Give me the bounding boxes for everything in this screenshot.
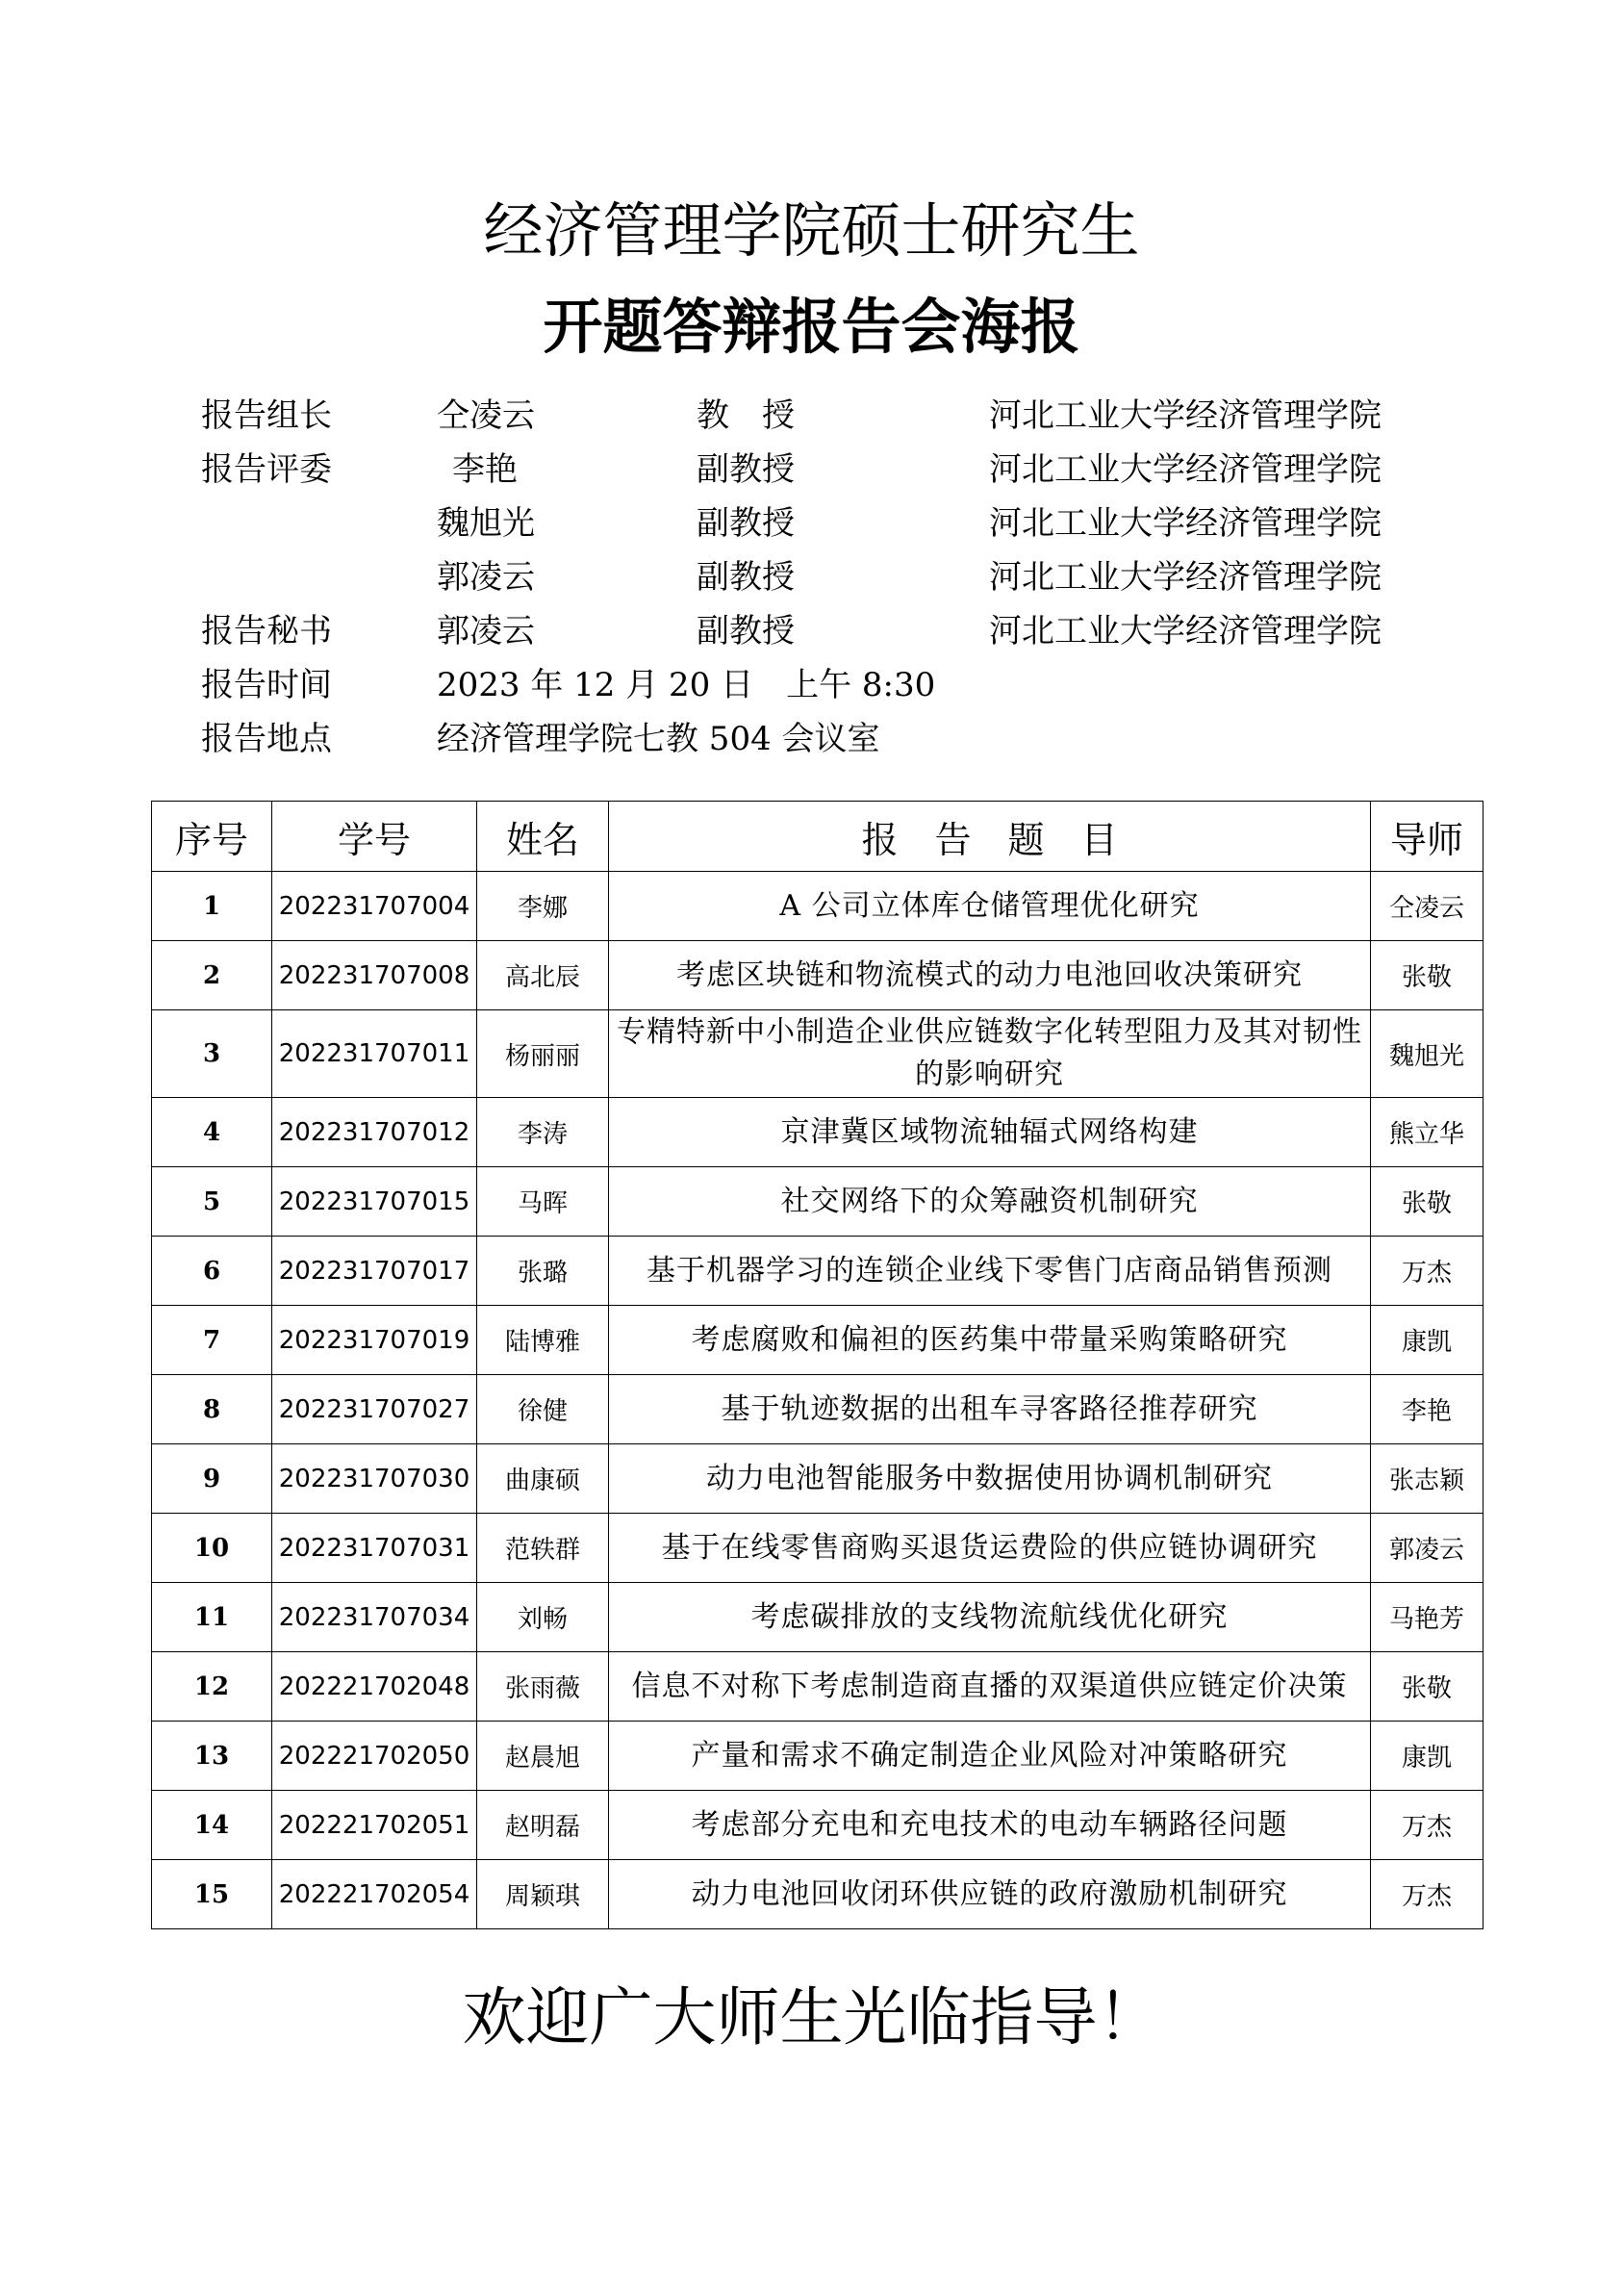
row-topic: A 公司立体库仓储管理优化研究 [609,872,1371,941]
row-student-id: 202221702050 [272,1722,477,1791]
row-seq: 6 [152,1237,272,1306]
row-name: 徐健 [477,1375,609,1444]
time-value: 2023 年 12 月 20 日 上午 8:30 [437,666,936,704]
table-row [152,1860,1484,1929]
leader-role: 报告组长 [201,396,332,435]
row-topic: 动力电池回收闭环供应链的政府激励机制研究 [609,1860,1371,1929]
reviewer-name: 李艳 [452,450,518,489]
row-topic: 产量和需求不确定制造企业风险对冲策略研究 [609,1722,1371,1791]
row-topic: 考虑区块链和物流模式的动力电池回收决策研究 [609,941,1371,1010]
table-row [152,1444,1484,1514]
row-student-id: 202231707012 [272,1098,477,1167]
row-seq: 15 [152,1860,272,1929]
row-advisor: 熊立华 [1371,1098,1484,1167]
row-name: 刘畅 [477,1583,609,1652]
row-student-id: 202231707030 [272,1444,477,1514]
row-name: 赵明磊 [477,1791,609,1860]
reviewer-name: 郭凌云 [437,558,535,597]
row-topic: 基于在线零售商购买退货运费险的供应链协调研究 [609,1514,1371,1583]
row-student-id: 202221702048 [272,1652,477,1722]
header-advisor: 导师 [1371,802,1484,872]
leader-title: 教 授 [697,396,795,435]
row-advisor: 万杰 [1371,1237,1484,1306]
row-name: 范轶群 [477,1514,609,1583]
secretary-name: 郭凌云 [437,612,535,651]
row-seq: 9 [152,1444,272,1514]
info-row-leader [0,389,1623,443]
row-name: 高北辰 [477,941,609,1010]
row-name: 李涛 [477,1098,609,1167]
row-name: 马晖 [477,1167,609,1237]
row-student-id: 202221702054 [272,1860,477,1929]
welcome-message: 欢迎广大师生光临指导！ [462,1980,1161,2054]
row-topic: 专精特新中小制造企业供应链数字化转型阻力及其对韧性的影响研究 [609,1010,1371,1098]
row-advisor: 张志颖 [1371,1444,1484,1514]
row-seq: 14 [152,1791,272,1860]
table-row [152,872,1484,941]
row-topic: 基于轨迹数据的出租车寻客路径推荐研究 [609,1375,1371,1444]
row-student-id: 202231707015 [272,1167,477,1237]
reviewer-title: 副教授 [697,450,795,489]
leader-org: 河北工业大学经济管理学院 [989,396,1382,435]
row-advisor: 康凯 [1371,1306,1484,1375]
row-student-id: 202231707034 [272,1583,477,1652]
header-seq: 序号 [152,802,272,872]
reviewer-title: 副教授 [697,558,795,597]
info-row-secretary [0,604,1623,658]
row-topic: 考虑部分充电和充电技术的电动车辆路径问题 [609,1791,1371,1860]
header-name: 姓名 [477,802,609,872]
row-seq: 10 [152,1514,272,1583]
row-advisor: 仝凌云 [1371,872,1484,941]
row-advisor: 张敬 [1371,1652,1484,1722]
row-seq: 13 [152,1722,272,1791]
poster-title-line1: 经济管理学院硕士研究生 [483,195,1140,266]
table-header-row [152,802,1484,872]
row-advisor: 马艳芳 [1371,1583,1484,1652]
row-seq: 11 [152,1583,272,1652]
row-advisor: 张敬 [1371,941,1484,1010]
table-row [152,1722,1484,1791]
row-student-id: 202221702051 [272,1791,477,1860]
header-id: 学号 [272,802,477,872]
secretary-org: 河北工业大学经济管理学院 [989,612,1382,651]
row-name: 张璐 [477,1237,609,1306]
row-seq: 1 [152,872,272,941]
row-seq: 3 [152,1010,272,1098]
reviewer-name: 魏旭光 [437,504,535,543]
reviewer-org: 河北工业大学经济管理学院 [989,450,1382,489]
row-advisor: 康凯 [1371,1722,1484,1791]
table-row [152,1583,1484,1652]
info-row-reviewer [0,550,1623,604]
reviewer-org: 河北工业大学经济管理学院 [989,558,1382,597]
row-seq: 4 [152,1098,272,1167]
row-advisor: 万杰 [1371,1791,1484,1860]
committee-info [0,389,1623,766]
row-topic: 社交网络下的众筹融资机制研究 [609,1167,1371,1237]
row-seq: 7 [152,1306,272,1375]
row-topic: 考虑碳排放的支线物流航线优化研究 [609,1583,1371,1652]
secretary-title: 副教授 [697,612,795,651]
place-value: 经济管理学院七教 504 会议室 [437,720,880,758]
reviewer-org: 河北工业大学经济管理学院 [989,504,1382,543]
table-row [152,1167,1484,1237]
row-name: 张雨薇 [477,1652,609,1722]
secretary-role: 报告秘书 [201,612,332,651]
info-row-time [0,658,1623,712]
row-name: 陆博雅 [477,1306,609,1375]
leader-name: 仝凌云 [437,396,535,435]
info-row-place [0,712,1623,766]
row-advisor: 李艳 [1371,1375,1484,1444]
row-topic: 基于机器学习的连锁企业线下零售门店商品销售预测 [609,1237,1371,1306]
time-label: 报告时间 [201,666,332,704]
row-student-id: 202231707004 [272,872,477,941]
row-student-id: 202231707031 [272,1514,477,1583]
row-topic: 动力电池智能服务中数据使用协调机制研究 [609,1444,1371,1514]
row-advisor: 魏旭光 [1371,1010,1484,1098]
row-student-id: 202231707008 [272,941,477,1010]
row-seq: 5 [152,1167,272,1237]
table-row [152,1010,1484,1098]
row-name: 李娜 [477,872,609,941]
table-row [152,1375,1484,1444]
place-label: 报告地点 [201,720,332,758]
row-seq: 8 [152,1375,272,1444]
table-row [152,1237,1484,1306]
poster-title-line2: 开题答辩报告会海报 [543,292,1080,362]
row-topic: 京津冀区域物流轴辐式网络构建 [609,1098,1371,1167]
info-row-reviewer [0,497,1623,550]
row-name: 杨丽丽 [477,1010,609,1098]
row-topic: 信息不对称下考虑制造商直播的双渠道供应链定价决策 [609,1652,1371,1722]
reviewer-title: 副教授 [697,504,795,543]
row-seq: 2 [152,941,272,1010]
table-row [152,1306,1484,1375]
row-name: 周颖琪 [477,1860,609,1929]
row-student-id: 202231707019 [272,1306,477,1375]
row-topic: 考虑腐败和偏袒的医药集中带量采购策略研究 [609,1306,1371,1375]
row-student-id: 202231707011 [272,1010,477,1098]
info-row-reviewer [0,443,1623,497]
row-student-id: 202231707017 [272,1237,477,1306]
row-student-id: 202231707027 [272,1375,477,1444]
row-seq: 12 [152,1652,272,1722]
report-table [151,801,1484,1929]
row-name: 曲康硕 [477,1444,609,1514]
table-row [152,941,1484,1010]
reviewers-role: 报告评委 [201,450,332,489]
table-row [152,1652,1484,1722]
header-topic: 报 告 题 目 [609,802,1371,872]
table-row [152,1098,1484,1167]
table-row [152,1791,1484,1860]
table-row [152,1514,1484,1583]
row-advisor: 张敬 [1371,1167,1484,1237]
row-name: 赵晨旭 [477,1722,609,1791]
row-advisor: 万杰 [1371,1860,1484,1929]
row-advisor: 郭凌云 [1371,1514,1484,1583]
